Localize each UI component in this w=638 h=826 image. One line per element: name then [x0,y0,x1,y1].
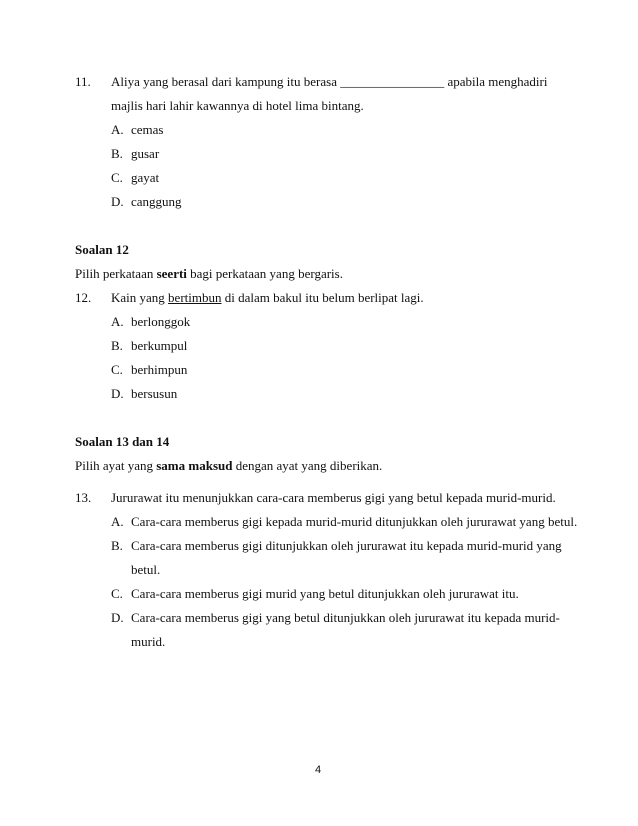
option-text: canggung [131,194,182,209]
option-text: Cara-cara memberus gigi murid yang betul ditunjukkan oleh jururawat itu. [131,586,519,601]
question-13-number: 13. [75,490,92,505]
option-letter: B. [111,338,123,353]
instruction-text: bagi perkataan yang bergaris. [186,266,343,281]
option-letter: D. [111,610,124,625]
question-13-stem: Jururawat itu menunjukkan cara-cara memberus gigi yang betul kepada murid-murid. [111,490,556,505]
question-11-stem: Aliya yang berasal dari kampung itu berasa ________________ apabila menghadiri [111,74,548,89]
option-letter: D. [111,194,124,209]
instruction-text: Pilih perkataan [75,266,157,281]
option-11-b [111,146,159,162]
instruction-text: dengan ayat yang diberikan. [232,458,383,473]
section-13-heading: Soalan 13 dan 14 [75,434,170,449]
option-text: Cara-cara memberus gigi yang betul ditunjukkan oleh jururawat itu kepada murid- [131,610,560,625]
option-text: berkumpul [131,338,188,353]
option-letter: C. [111,362,123,377]
section-12-heading: Soalan 12 [75,242,129,257]
option-letter: A. [111,314,124,329]
option-13-a [111,514,577,530]
option-text: gayat [131,170,160,185]
question-12-number: 12. [75,290,92,305]
option-11-d [111,194,182,210]
option-13-d [111,610,560,626]
option-text: Cara-cara memberus gigi kepada murid-murid ditunjukkan oleh jururawat yang betul. [131,514,578,529]
option-letter: B. [111,146,123,161]
option-text: berhimpun [131,362,188,377]
option-13-d-continued: murid. [131,634,166,649]
question-11-number: 11. [75,74,91,89]
option-letter: B. [111,538,123,553]
option-13-c [111,586,519,602]
question-12-stem [111,290,424,306]
section-12-instruction [75,266,343,282]
option-12-b [111,338,187,354]
page-number: 4 [315,764,322,776]
option-text: berlonggok [131,314,191,329]
option-letter: A. [111,122,124,137]
instruction-text: Pilih ayat yang [75,458,157,473]
option-text: Cara-cara memberus gigi ditunjukkan oleh jururawat itu kepada murid-murid yang [131,538,562,553]
option-11-a [111,122,163,138]
stem-text: Kain yang [111,290,169,305]
option-text: bersusun [131,386,178,401]
option-12-d [111,386,177,402]
option-text: gusar [131,146,160,161]
stem-text: di dalam bakul itu belum berlipat lagi. [221,290,424,305]
underlined-word: bertimbun [168,290,222,305]
instruction-emphasis: sama maksud [156,458,233,473]
option-letter: D. [111,386,124,401]
option-letter: C. [111,586,123,601]
option-12-c [111,362,187,378]
option-letter: C. [111,170,123,185]
option-12-a [111,314,190,330]
option-letter: A. [111,514,124,529]
option-11-c [111,170,159,186]
option-13-b-continued: betul. [131,562,161,577]
question-11-stem-continued: majlis hari lahir kawannya di hotel lima bintang. [111,98,364,113]
option-13-b [111,538,562,554]
option-text: cemas [131,122,164,137]
instruction-emphasis: seerti [156,266,187,281]
section-13-instruction [75,458,382,474]
